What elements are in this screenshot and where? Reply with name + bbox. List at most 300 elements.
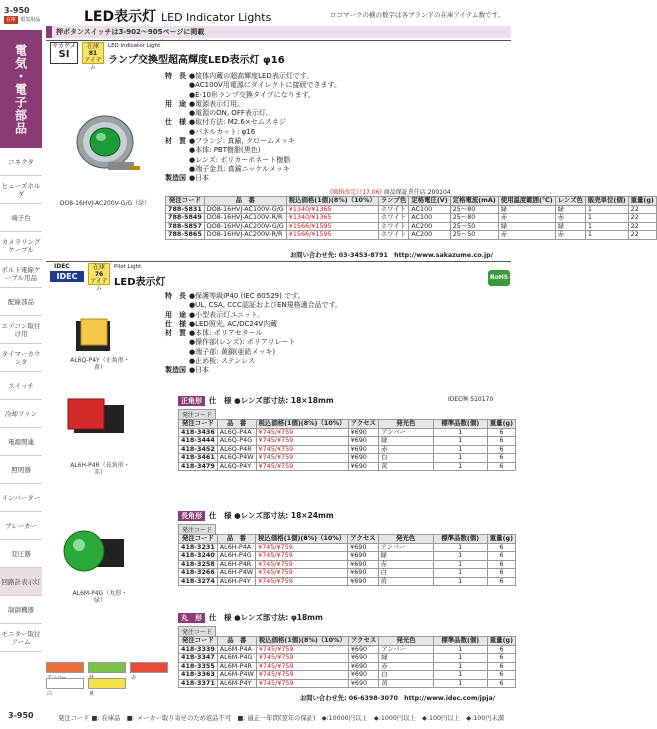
table-row[interactable]: [179, 454, 516, 463]
spec-value: ●小型表示灯ユニット。: [189, 310, 265, 319]
page-title-jp: LED表示灯: [84, 9, 157, 25]
table-cell: 緑: [378, 437, 433, 446]
group-tab: 長角形: [178, 511, 205, 521]
stock-count-badge-2: [88, 263, 110, 292]
table-cell: ¥690: [348, 445, 378, 454]
table-header-cell: 重量(g): [628, 197, 656, 206]
table-cell: AL6M-P4R: [217, 662, 256, 671]
sidebar-item[interactable]: ボルト電線ケーブル用品: [0, 260, 42, 288]
table-header-cell: 発注コード: [179, 420, 218, 429]
table-cell: 418-3258: [179, 560, 218, 569]
table-cell: 黄: [379, 679, 434, 688]
stock-label: 在庫: [86, 43, 99, 50]
table-cell: ¥1566/¥1595: [286, 222, 378, 231]
table-cell: 1: [433, 577, 487, 586]
spec-value: ●日本: [189, 366, 210, 375]
table-cell: 白: [378, 454, 433, 463]
table-cell: ¥745/¥759: [256, 454, 348, 463]
group-spec: 仕 様 ●レンズ部寸法: φ18mm: [209, 613, 323, 622]
table-cell: ¥1566/¥1595: [286, 231, 378, 240]
spec-value: ●端子部: 黄銅(亜鉛メッキ): [189, 347, 276, 356]
page-title: [84, 6, 271, 26]
table-cell: AL6M-P4A: [217, 645, 256, 654]
group-heading: [178, 395, 334, 406]
table-header-cell: レンズ色: [555, 197, 585, 206]
table-cell: 1: [433, 569, 487, 578]
sidebar-item[interactable]: 制御機器: [0, 596, 42, 624]
table-cell: AC200: [409, 222, 450, 231]
table-cell: アンバー: [378, 428, 433, 437]
sidebar-item[interactable]: 冷却ファン: [0, 400, 42, 428]
category-sidebar: [0, 30, 42, 690]
table-row[interactable]: [179, 437, 516, 446]
table-cell: 緑: [379, 654, 434, 663]
table-header-cell: 標準品数(個): [433, 535, 487, 544]
sidebar-item-list: [0, 148, 42, 652]
table-row[interactable]: [179, 679, 516, 688]
group-table-tag: 発注コード: [178, 524, 216, 535]
table-cell: AC200: [409, 231, 450, 240]
cross-reference-bar: 押ボタンスイッチは3-902〜905ページに掲載: [46, 26, 511, 38]
table-cell: 418-3436: [179, 428, 218, 437]
table-cell: ¥690: [348, 428, 378, 437]
table-cell: 6: [487, 569, 515, 578]
spec-line: [165, 118, 385, 127]
spec-value: ●止め板: ステンレス: [189, 357, 255, 366]
sidebar-item[interactable]: タイマーカウンタ: [0, 344, 42, 372]
product-en-label-2: Pilot Light: [114, 264, 142, 270]
table-cell: 6: [487, 445, 515, 454]
price-revision-date: (価格改定日17.06): [330, 189, 382, 196]
color-swatch-label: 白: [47, 691, 53, 697]
spec-value: ●フランジ: 真鍮, クロームメッキ: [189, 137, 295, 146]
stock-unit-2: アイテム: [90, 278, 108, 292]
group-heading: [178, 510, 334, 521]
stock-label-2: 在庫: [92, 264, 105, 271]
group-spec: 仕 様 ●レンズ部寸法: 18×24mm: [209, 511, 334, 520]
spec-key: 仕 様: [165, 319, 186, 328]
color-swatch-label: 赤: [131, 675, 137, 681]
spec-value: ●電源表示灯用。: [189, 99, 245, 108]
spec-value: ●操作部(レンズ): ポリアリレート: [189, 338, 296, 347]
sidebar-item[interactable]: 配線部品: [0, 288, 42, 316]
table-cell: ¥1340/¥1365: [286, 214, 378, 223]
table-cell: 赤: [378, 445, 433, 454]
table-cell: AL6M-P4G: [217, 654, 256, 663]
spec-line: [165, 320, 405, 329]
table-cell: 1: [433, 437, 487, 446]
table-header-cell: 税込価格(1個)(8%)（10%）: [256, 637, 348, 646]
table-cell: DO8-16HVJ-AC200V-R/R: [204, 231, 286, 240]
spec-line: [165, 146, 385, 155]
table-cell: 6: [487, 671, 515, 680]
spec-value: ●レンズ: ポリカーボネート樹脂: [189, 155, 291, 164]
caption-rectangle: AL6H-P4R（長角形・赤）: [70, 462, 130, 476]
table-cell: 418-3444: [179, 437, 218, 446]
table-cell: ¥745/¥759: [256, 445, 348, 454]
table-cell: 黄: [378, 462, 433, 471]
table-cell: 418-3240: [179, 552, 218, 561]
sidebar-item[interactable]: 端子台: [0, 204, 42, 232]
price-revision-note: [330, 187, 451, 196]
table-cell: 1: [433, 543, 487, 552]
brand-logo-sakazume: [50, 42, 78, 64]
color-swatches: [46, 662, 176, 697]
spec-value: ●取付方法: M2.6×セムスネジ: [189, 118, 286, 127]
table-cell: 赤: [379, 662, 434, 671]
table-cell: 1: [585, 205, 628, 214]
table-cell: 1: [585, 231, 628, 240]
spec-line: [165, 366, 405, 375]
sidebar-category-title: 電気・電子部品: [0, 30, 42, 148]
sidebar-item[interactable]: コネクタ: [0, 148, 42, 176]
table-header-cell: 品 番: [217, 420, 256, 429]
table-cell: アンバー: [379, 645, 434, 654]
group-tab: 正角形: [178, 396, 205, 406]
table-cell: ¥1340/¥1365: [286, 205, 378, 214]
caption-square: AL6Q-P4Y（正角形・黄）: [70, 357, 130, 371]
table-cell: DO8-16HVJ-AC100V-G/G: [204, 205, 286, 214]
group-table-tag: 発注コード: [178, 409, 216, 420]
table-cell: 418-3266: [179, 569, 218, 578]
table-cell: 25〜50: [450, 222, 498, 231]
table-cell: 白: [379, 671, 434, 680]
spec-line: [165, 357, 405, 366]
spec-value: ●E-10形ランプ交換タイプになります。: [189, 90, 316, 99]
spec-value: ●日本: [189, 174, 210, 183]
table-cell: 赤: [498, 214, 555, 223]
table-header-cell: 発注コード: [179, 637, 218, 646]
table-header-cell: アクセス: [348, 535, 378, 544]
caption-round: AL6M-P4G（丸形・緑）: [72, 590, 128, 604]
spec-key: 仕 様: [165, 118, 186, 127]
table-cell: 6: [487, 437, 515, 446]
table-cell: 25〜80: [450, 214, 498, 223]
table-cell: 緑: [555, 222, 585, 231]
table-cell: アンバー: [378, 543, 433, 552]
table-cell: 25〜50: [450, 231, 498, 240]
spec-line: [165, 137, 385, 146]
table-cell: 22: [628, 231, 656, 240]
table-cell: 1: [433, 462, 487, 471]
table-header-cell: 定格電流(mA): [450, 197, 498, 206]
table-row[interactable]: [166, 231, 657, 240]
table-cell: 1: [585, 214, 628, 223]
table-header-cell: 発注コード: [179, 535, 218, 544]
table-cell: ¥690: [348, 645, 378, 654]
table-row[interactable]: [166, 214, 657, 223]
spec-value: ●LED照光, AC/DC24V内蔵: [189, 319, 278, 328]
color-swatch: [130, 662, 168, 681]
color-swatch: [88, 662, 126, 673]
table-cell: 6: [487, 543, 515, 552]
product-image-led-green: [60, 100, 150, 190]
table-cell: AL6H-P4Y: [217, 577, 255, 586]
table-header-cell: 品 番: [217, 637, 256, 646]
footer-legend: 発注コード ■: 在庫品 ■: メーカー取り寄せのため返品不可 ■: 適正一年間(翌年の保証) ◆:10000円以上 ◆:1000円以上 ◆:100円以上 ◆:100円未満: [58, 715, 505, 722]
sidebar-item[interactable]: カメラリングケーブル: [0, 232, 42, 260]
table-cell: 1: [433, 662, 487, 671]
table-cell: 6: [487, 462, 515, 471]
product-table-1: [165, 196, 657, 240]
table-cell: ¥745/¥759: [256, 577, 348, 586]
table-cell: ¥690: [348, 671, 378, 680]
brand-logo-mark: SI: [58, 49, 70, 60]
table-header-cell: 品 番: [217, 535, 255, 544]
table-cell: ¥745/¥759: [256, 662, 348, 671]
table-cell: AL6M-P4W: [217, 671, 256, 680]
spec-line: [165, 91, 385, 100]
color-swatch: [46, 662, 84, 673]
spec-value: ●端子金具: 真鍮ニッケルメッキ: [189, 164, 290, 173]
spec-line: [165, 72, 385, 81]
spec-value: ●AC100V用電源にダイレクトに接続できます。: [189, 81, 341, 90]
sidebar-item[interactable]: エアコン取付け用: [0, 316, 42, 344]
table-header-cell: 発光色: [378, 535, 433, 544]
table-header-cell: 税込価格(1個)(8%)（10%）: [256, 535, 348, 544]
table-cell: 6: [487, 428, 515, 437]
table-header-cell: 税込価格(1個)(8%)（10%）: [286, 197, 378, 206]
table-cell: 418-3355: [179, 662, 218, 671]
spec-key: 用 途: [165, 310, 186, 319]
table-cell: ¥745/¥759: [256, 552, 348, 561]
group-table-tag: 発注コード: [178, 626, 216, 637]
spec-line: [165, 156, 385, 165]
table-header-cell: 発注コード: [166, 197, 205, 206]
table-cell: 6: [487, 552, 515, 561]
table-cell: 22: [628, 214, 656, 223]
table-row[interactable]: [179, 552, 516, 561]
table-cell: 1: [433, 454, 487, 463]
table-cell: ¥690: [348, 577, 378, 586]
group-tab: 丸 形: [178, 613, 205, 623]
table-cell: ホワイト: [378, 222, 409, 231]
spec-key: 材 質: [165, 329, 186, 338]
sidebar-item[interactable]: ブレーカー: [0, 512, 42, 540]
sidebar-item[interactable]: 回路計表示灯: [0, 568, 42, 596]
table-cell: 6: [487, 577, 515, 586]
sidebar-item[interactable]: インバーター: [0, 484, 42, 512]
sidebar-item[interactable]: 変圧器: [0, 540, 42, 568]
spec-key: 製造国: [165, 366, 186, 375]
spec-line: [165, 338, 405, 347]
table-header-cell: アクセス: [348, 637, 378, 646]
table-cell: ¥690: [348, 552, 378, 561]
spec-line: [165, 292, 405, 301]
table-cell: ¥745/¥759: [256, 437, 348, 446]
table-cell: ホワイト: [378, 214, 409, 223]
table-cell: 1: [433, 654, 487, 663]
table-cell: 418-3231: [179, 543, 218, 552]
table-cell: ¥690: [348, 454, 378, 463]
product-en-label: LED Indicator Light: [108, 43, 161, 49]
table-cell: 緑: [498, 205, 555, 214]
contact-info-1: お問い合わせ先: 03-3453-8791 http://www.sakazume.co.jp/: [290, 252, 493, 259]
table-header-cell: 重量(g): [487, 535, 515, 544]
contact-info-2: お問い合わせ先: 06-6398-3070 http://www.idec.com/jpja/: [300, 695, 496, 702]
table-cell: DO8-16HVJ-AC100V-R/R: [204, 214, 286, 223]
table-cell: 788-5849: [166, 214, 205, 223]
table-row[interactable]: [179, 569, 516, 578]
table-cell: AC100: [409, 214, 450, 223]
spec-line: [165, 174, 385, 183]
sidebar-item[interactable]: モニター取付アーム: [0, 624, 42, 652]
page-title-en: LED Indicator Lights: [160, 11, 272, 24]
table-cell: AL6H-P4A: [217, 543, 255, 552]
spec-value: ●保護等級IP40 (IEC 60529) です。: [189, 292, 305, 300]
table-cell: 22: [628, 222, 656, 231]
group-spec: 仕 様 ●レンズ部寸法: 18×18mm: [209, 396, 334, 405]
table-row[interactable]: [179, 654, 516, 663]
group-heading: [178, 612, 323, 623]
table-cell: 788-5831: [166, 205, 205, 214]
table-cell: ホワイト: [378, 231, 409, 240]
table-cell: ¥690: [348, 654, 378, 663]
table-header-cell: アクセス: [348, 420, 378, 429]
table-cell: ¥690: [348, 662, 378, 671]
table-cell: ¥690: [348, 462, 378, 471]
table-cell: 緑: [498, 222, 555, 231]
spec-value: ●本体: ポリアセタール: [189, 329, 263, 338]
table-cell: 6: [487, 679, 515, 688]
page-number-bottom: 3-950: [8, 711, 34, 720]
product-table-group: [178, 534, 516, 586]
product-image-round-green: [60, 525, 130, 580]
table-cell: 418-3371: [179, 679, 218, 688]
header-tag: [4, 6, 82, 28]
table-cell: 22: [628, 205, 656, 214]
table-cell: AL6H-P4R: [217, 560, 255, 569]
table-header-cell: 重量(g): [487, 420, 515, 429]
spec-list-2: [165, 292, 405, 376]
table-header-cell: 定格電圧(V): [409, 197, 450, 206]
stock-count: 81: [88, 50, 98, 57]
table-cell: 418-3339: [179, 645, 218, 654]
table-cell: AL6Q-P4R: [217, 445, 256, 454]
brand-logo-idec: IDEC: [50, 271, 84, 282]
product-title-2: LED表示灯: [114, 277, 166, 288]
table-header-cell: 発光色: [378, 420, 433, 429]
color-swatch: [46, 678, 84, 697]
spec-key: 材 質: [165, 137, 186, 146]
table-cell: AC100: [409, 205, 450, 214]
table-header-cell: 重量(g): [487, 637, 515, 646]
table-cell: 418-3274: [179, 577, 218, 586]
table-cell: 6: [487, 645, 515, 654]
table-cell: 418-3363: [179, 671, 218, 680]
rohs-badge: RoHS: [488, 270, 510, 286]
table-row[interactable]: [179, 577, 516, 586]
spec-key: 用 途: [165, 99, 186, 108]
category-small: 電気用品: [20, 17, 41, 23]
spec-key: 特 長: [165, 292, 186, 300]
spec-list-1: [165, 72, 385, 184]
table-cell: 418-3479: [179, 462, 218, 471]
spec-line: [165, 100, 385, 109]
table-cell: 1: [433, 552, 487, 561]
table-cell: 418-3452: [179, 445, 218, 454]
table-cell: 1: [433, 428, 487, 437]
spec-line: [165, 348, 405, 357]
spec-line: [165, 301, 405, 310]
product-image-rectangle-red: [60, 395, 130, 445]
maker-code-2: IDEC㈱ 510170: [448, 396, 494, 403]
table-cell: 赤: [555, 231, 585, 240]
table-cell: 788-5865: [166, 231, 205, 240]
color-swatch-label: 黄: [89, 691, 95, 697]
sidebar-item[interactable]: ヒューズホルダ: [0, 176, 42, 204]
table-cell: ホワイト: [378, 205, 409, 214]
stock-unit: アイテム: [84, 57, 102, 71]
table-cell: AL6Q-P4G: [217, 437, 256, 446]
table-cell: 418-3347: [179, 654, 218, 663]
table-cell: 1: [433, 445, 487, 454]
table-cell: ¥690: [348, 679, 378, 688]
table-cell: 25〜80: [450, 205, 498, 214]
spec-value: ●UL, CSA, CCC認証およびEN規格適合品です。: [189, 301, 343, 310]
table-header-cell: 税込価格(1個)(8%)（10%）: [256, 420, 348, 429]
table-cell: 赤: [498, 231, 555, 240]
page-footer: [0, 705, 516, 729]
table-cell: ¥690: [348, 560, 378, 569]
spec-value: ●筐体内蔵の超高輝度LED表示灯です。: [189, 72, 314, 80]
table-cell: AL6H-P4G: [217, 552, 255, 561]
table-row[interactable]: [179, 671, 516, 680]
table-cell: 1: [433, 679, 487, 688]
sidebar-item[interactable]: 照明器: [0, 456, 42, 484]
sidebar-item[interactable]: スイッチ: [0, 372, 42, 400]
table-cell: AL6Q-P4A: [217, 428, 256, 437]
table-header-cell: 販売単位(個): [585, 197, 628, 206]
spec-line: [165, 165, 385, 174]
table-cell: AL6M-P4Y: [217, 679, 256, 688]
table-cell: 1: [433, 560, 487, 569]
table-cell: ¥745/¥759: [256, 569, 348, 578]
table-cell: 白: [378, 569, 433, 578]
product-image-caption-1: DO8-16HVJ-AC200V-G/G（緑）: [59, 200, 151, 207]
spec-key: 特 長: [165, 72, 186, 80]
brand-small-idec: IDEC: [54, 263, 70, 270]
table-cell: ¥745/¥759: [256, 543, 348, 552]
table-cell: 1: [433, 645, 487, 654]
color-swatch: [88, 678, 126, 697]
table-cell: 6: [487, 454, 515, 463]
page-number-top: 3-950: [4, 6, 30, 15]
table-row[interactable]: [179, 462, 516, 471]
spec-value: ●電源のON, OFF表示灯。: [189, 109, 273, 118]
spec-line: [165, 81, 385, 90]
stock-count-badge: [82, 42, 104, 71]
table-cell: 6: [487, 560, 515, 569]
table-cell: 1: [585, 222, 628, 231]
spec-line: [165, 128, 385, 137]
table-cell: ¥745/¥759: [256, 428, 348, 437]
table-cell: ¥690: [348, 437, 378, 446]
table-header-cell: 標準品数(個): [433, 420, 487, 429]
sidebar-item[interactable]: 電源関連: [0, 428, 42, 456]
table-cell: 緑: [555, 205, 585, 214]
stock-badge: 在庫: [6, 17, 17, 23]
table-cell: 6: [487, 662, 515, 671]
table-cell: DO8-16HVJ-AC200V-G/G: [204, 222, 286, 231]
header-note: ロゴマークの横の数字は各ブランドの在庫アイテム数です。: [330, 11, 505, 19]
table-header-cell: 標準品数(個): [433, 637, 487, 646]
table-header-cell: 発光色: [379, 637, 434, 646]
table-cell: ¥745/¥759: [256, 645, 348, 654]
product-image-square-yellow: [70, 315, 120, 355]
stock-count-2: 76: [94, 271, 104, 278]
spec-value: ●パネルカット: φ16: [189, 127, 256, 136]
